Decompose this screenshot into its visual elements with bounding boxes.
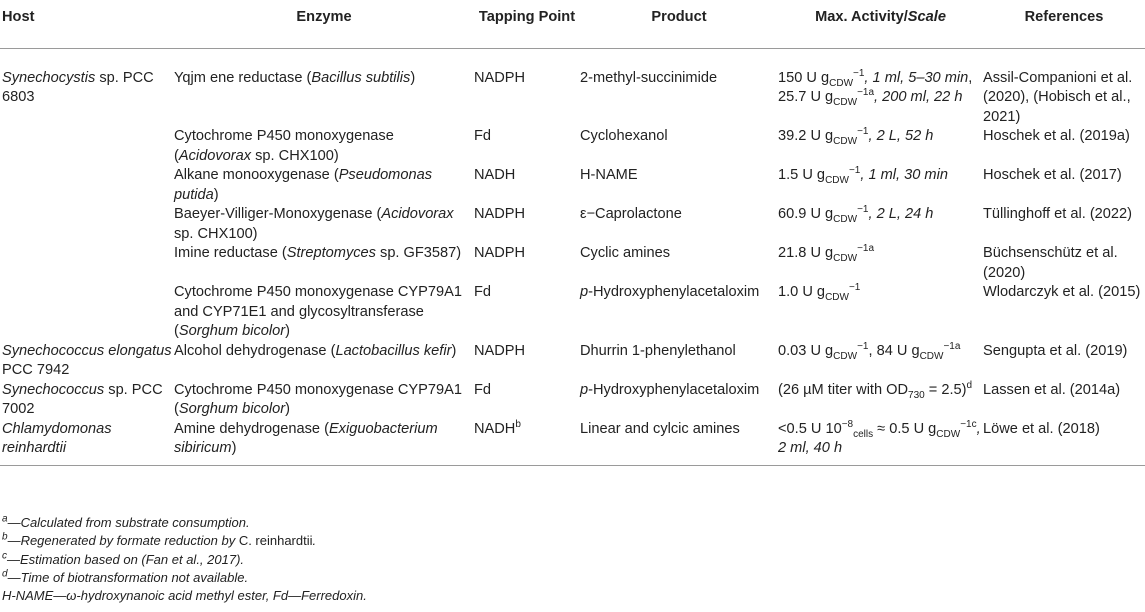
cell-tapping-point: Fd [474,128,492,144]
cell-tapping-point: Fd [474,381,492,398]
cell-activity: 39.2 U $g_{CDW}^{-1}$, 2 L, 52 h [778,126,934,147]
cell-reference: Sengupta et al. (2019) [983,342,1128,359]
cell-enzyme: Cytochrome P450 monoxygenase (Acidovorax sp. CHX100) [174,128,394,164]
abbreviations-note: H-NAME—ω-hydroxynanoic acid methyl ester, Fd—Ferredoxin. [2,588,367,604]
col-header-activity: Max. Activity/Scale [778,0,983,48]
cell-host [0,127,174,166]
table-row [0,283,1145,342]
col-header-tapping-point: Tapping Point [474,0,580,48]
cell-product: Dhurrin 1-phenylethanol [580,342,736,359]
cell-reference: Hoschek et al. (2017) [983,167,1122,183]
cell-reference: Büchsenschütz et al. (2020) [983,245,1118,281]
cell-activity: 1.0 U $g_{CDW}^{-1}$ [778,282,861,303]
footnote: $^a$—Calculated from substrate consumption. [2,513,250,530]
cell-reference: Tüllinghoff et al. (2022) [983,206,1133,222]
table-row [0,48,1145,127]
cell-product: ε−Caprolactone [580,206,682,222]
cell-host [0,244,174,283]
cell-host: Synechococcus elongatus PCC 7942 [2,342,172,378]
cell-product: Linear and cylcic amines [580,420,778,466]
cell-enzyme: Imine reductase (Streptomyces sp. GF3587) [174,245,462,261]
cell-activity: (26 µM titer with $OD_{730} = 2.5)^d$ [778,379,973,401]
cell-tapping-point: NADPH [474,69,526,86]
cell-host: Chlamydomonas reinhardtii [0,420,174,466]
cell-product: p-Hydroxyphenylacetaloxim [580,284,760,300]
cell-reference: Hoschek et al. (2019a) [983,128,1130,144]
cell-reference: Löwe et al. (2018) [983,420,1145,466]
cell-product: Cyclohexanol [580,128,668,144]
cell-enzyme: Baeyer-Villiger-Monoxygenase (Acidovorax sp. CHX100) [174,206,454,242]
cell-tapping-point: NADPH [474,245,526,261]
footnote: $^c$—Estimation based on (Fan et al., 2017). [2,550,245,567]
table-row [0,244,1145,283]
cell-enzyme: Amine dehydrogenase (Exiguobacterium sibiricum) [174,420,474,466]
col-header-product: Product [580,0,778,48]
cell-host [0,205,174,244]
cell-enzyme: Cytochrome P450 monoxygenase CYP79A1 and CYP71E1 and glycosyltransferase (Sorghum bicolor) [174,284,462,339]
cell-tapping-point: NADPH [474,342,526,359]
table-row [0,420,1145,466]
cell-activity: <0.5 U $10^{-8}_{cells} \approx 0.5$ U $g_{CDW}^{-1c}$, 2 ml, 40 h [778,420,983,466]
table-row [0,381,1145,420]
cell-product: 2-methyl-succinimide [580,69,718,86]
cell-host: Synechocystis sp. PCC 6803 [2,69,154,105]
cell-enzyme: Yqjm ene reductase (Bacillus subtilis) [174,69,416,86]
cell-enzyme: Alkane monooxygenase (Pseudomonas putida) [174,167,432,203]
cell-enzyme: Alcohol dehydrogenase (Lactobacillus kefir) [174,342,457,359]
cell-activity: 1.5 U $g_{CDW}^{-1}$, 1 ml, 30 min [778,165,948,186]
cell-enzyme: Cytochrome P450 monoxygenase CYP79A1 (Sorghum bicolor) [174,381,462,417]
col-header-enzyme: Enzyme [174,0,474,48]
cell-activity: 150 U $g_{CDW}^{-1}$, 1 ml, 5–30 min, 25.7 U $g_{CDW}^{-1a}$, 200 ml, 22 h [778,67,973,108]
header-row [0,0,1145,48]
cell-product: p-Hydroxyphenylacetaloxim [580,381,760,398]
table-row [0,205,1145,244]
table-footnotes [2,514,367,605]
cell-activity: 60.9 U $g_{CDW}^{-1}$, 2 L, 24 h [778,204,934,225]
cell-product: Cyclic amines [580,245,671,261]
cell-tapping-point: NADH$^b$ [474,420,580,466]
cell-host [0,283,174,342]
cell-tapping-point: Fd [474,284,492,300]
cell-host [0,166,174,205]
table-row [0,342,1145,381]
cell-tapping-point: NADPH [474,206,526,222]
cell-reference: Assil-Companioni et al. (2020), (Hobisch et al., 2021) [983,69,1133,125]
cell-reference: Lassen et al. (2014a) [983,381,1121,398]
cell-host: Synechococcus sp. PCC 7002 [2,381,163,417]
footnote: $^b$—Regenerated by formate reduction by C. reinhardtii. [2,531,317,549]
cell-reference: Wlodarczyk et al. (2015) [983,284,1141,300]
col-header-references: References [983,0,1145,48]
cell-activity: 21.8 U $g_{CDW}^{-1a}$ [778,243,875,264]
cell-activity: 0.03 U $g_{CDW}^{-1}$, 84 U $g_{CDW}^{-1a}$ [778,340,961,362]
footnote: $^d$—Time of biotransformation not available. [2,568,249,585]
cell-product: H-NAME [580,167,638,183]
table-row [0,166,1145,205]
cell-tapping-point: NADH [474,167,516,183]
col-header-host: Host [0,0,174,48]
table-row [0,127,1145,166]
